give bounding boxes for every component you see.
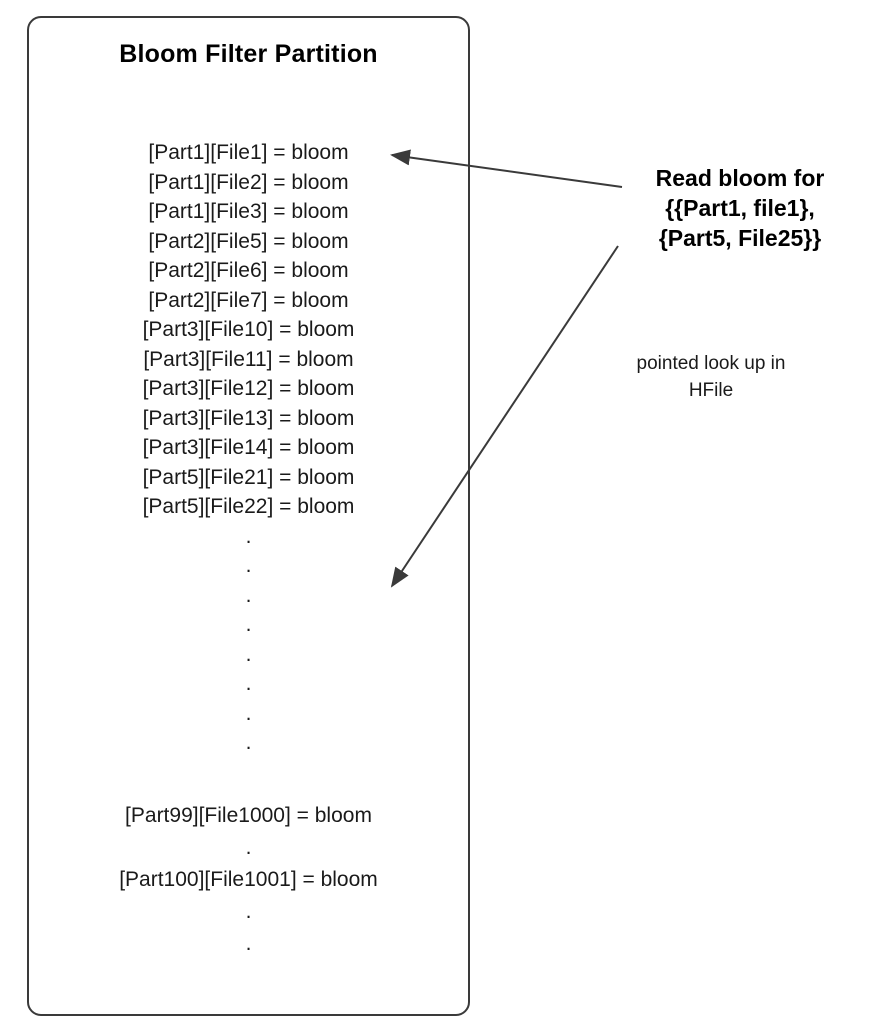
partition-title: Bloom Filter Partition	[119, 40, 378, 68]
read-bloom-callout	[600, 163, 880, 253]
bloom-entry-list	[27, 138, 470, 758]
ellipsis-dot: .	[245, 932, 252, 955]
bloom-entry: [Part5][File22] = bloom	[142, 495, 355, 518]
ellipsis-dot: .	[245, 583, 252, 607]
callout-title-line-1: Read bloom for	[655, 165, 825, 191]
bloom-entry: [Part3][File13] = bloom	[142, 406, 355, 430]
ellipsis-dot: .	[245, 613, 252, 636]
bloom-entry: [Part2][File6] = bloom	[148, 259, 349, 282]
ellipsis-dot: .	[245, 554, 252, 577]
bloom-entry: [Part1][File1] = bloom	[148, 141, 349, 164]
bloom-entry: [Part2][File7] = bloom	[148, 288, 349, 312]
bloom-entry: [Part3][File10] = bloom	[142, 318, 355, 341]
bloom-entry: [Part5][File21] = bloom	[142, 465, 355, 489]
pointed-lookup-note	[576, 350, 846, 404]
ellipsis-dot: .	[245, 672, 252, 695]
bloom-entry: [Part2][File5] = bloom	[148, 229, 349, 253]
ellipsis-dot: .	[245, 900, 252, 923]
ellipsis-dot: .	[245, 642, 252, 666]
bloom-entry: [Part99][File1000] = bloom	[125, 804, 372, 827]
bloom-entry: [Part100][File1001] = bloom	[119, 868, 378, 891]
callout-title-line-2: {{Part1, file1},	[665, 195, 815, 221]
bloom-tail-entry-list	[27, 800, 470, 960]
vertical-ellipsis	[27, 522, 470, 758]
ellipsis-dot: .	[245, 836, 252, 859]
bloom-entry: [Part1][File2] = bloom	[148, 170, 349, 194]
ellipsis-dot: .	[245, 524, 252, 548]
ellipsis-dot: .	[245, 701, 252, 725]
callout-note-line-1: pointed look up in	[636, 353, 786, 374]
ellipsis-dot: .	[245, 731, 252, 754]
bloom-entry: [Part3][File14] = bloom	[142, 436, 355, 459]
callout-title-line-3: {Part5, File25}}	[658, 225, 822, 251]
callout-note-line-2: HFile	[688, 380, 734, 401]
bloom-entry: [Part1][File3] = bloom	[148, 200, 349, 223]
bloom-entry: [Part3][File11] = bloom	[143, 347, 354, 371]
bloom-entry: [Part3][File12] = bloom	[142, 377, 355, 400]
